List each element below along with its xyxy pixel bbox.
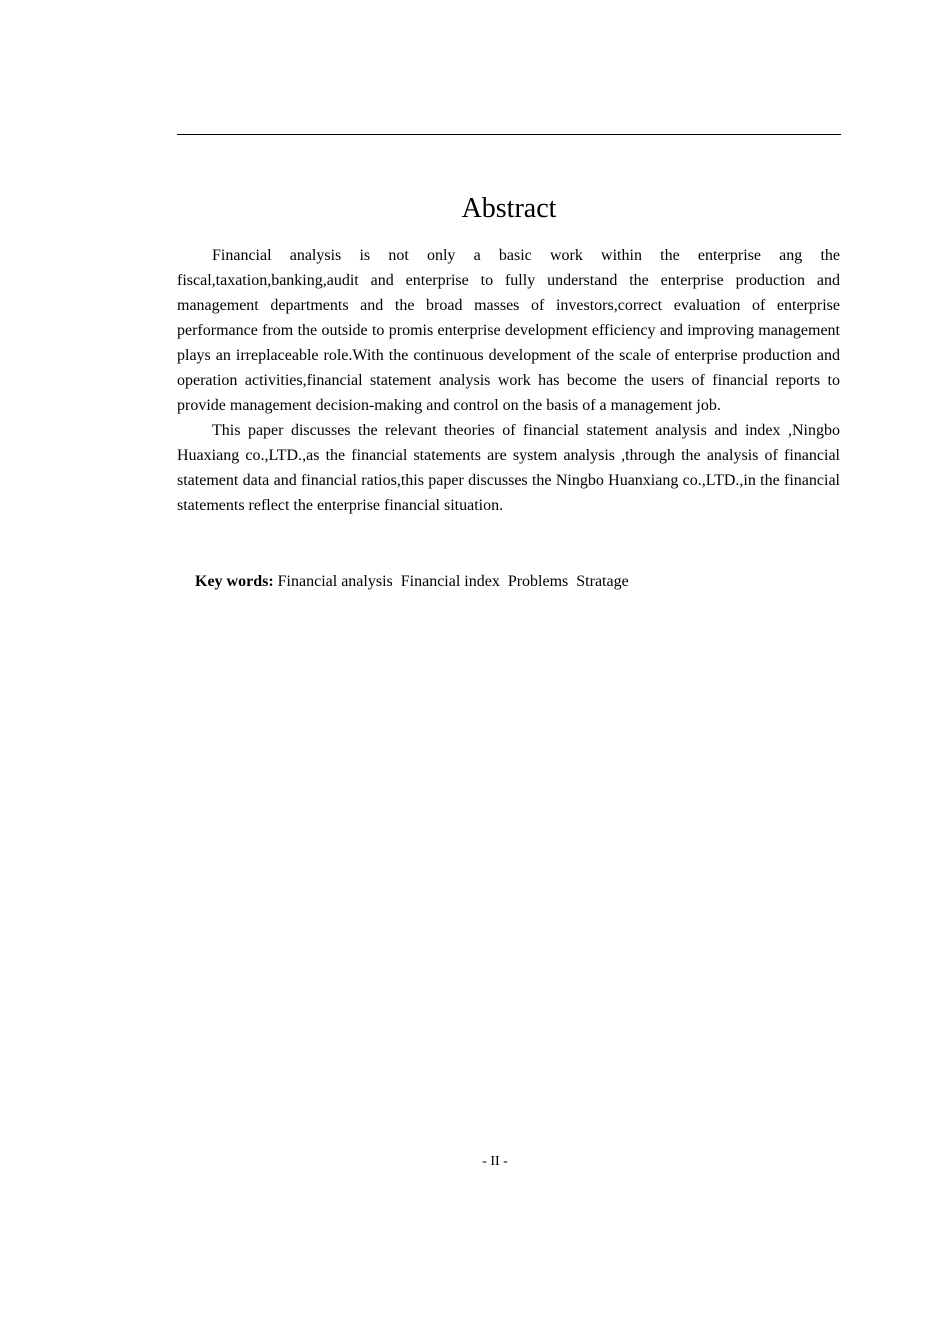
page-number: - II -: [482, 1154, 508, 1169]
abstract-title: Abstract: [461, 193, 557, 224]
abstract-paragraph-1: Financial analysis is not only a basic work within the enterprise ang the fiscal,taxation,banking,audit and enterprise to fully understand the enterprise production and management departments and the broad masses of investors,correct evaluation of enterprise performance from the outside to promis enterprise development efficiency and improving management plays an irreplaceable role.With the continuous development of the scale of enterprise production and operation activities,financial statement analysis work has become the users of financial reports to provide management decision-making and control on the basis of a management job.: [177, 247, 840, 414]
abstract-paragraph-2: This paper discusses the relevant theories of financial statement analysis and index ,Ningbo Huaxiang co.,LTD.,as the financial statements are system analysis ,through the analysis of financial statement data and financial ratios,this paper discusses the Ningbo Huanxiang co.,LTD.,in the financial statements reflect the enterprise financial situation.: [177, 422, 840, 514]
keywords-label: Key words:: [195, 573, 274, 590]
keywords-list: Financial analysis Financial index Problems Stratage: [277, 573, 629, 590]
header-rule: [177, 134, 841, 135]
abstract-body: [177, 243, 840, 518]
keywords-line: [195, 569, 840, 594]
